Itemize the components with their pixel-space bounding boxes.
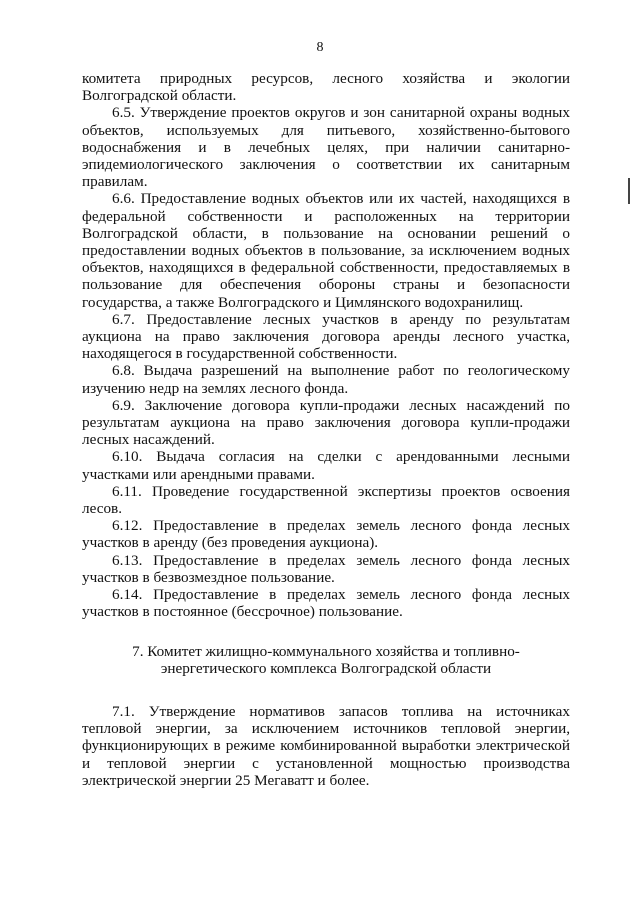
page-number: 8 [316,40,324,55]
paragraph: 6.7. Предоставление лесных участков в аренду по результатам аукциона на право заключения договора аренды лесного участка, находящегося в государственной собственности. [82,310,570,363]
paragraph: 6.5. Утверждение проектов округов и зон санитарной охраны водных объектов, используемых для питьевого, хозяйственно-бытового водоснабжения и в лечебных целях, при наличии санитарно-эпидемиологического заключения о соответствии их санитарным правилам. [82,104,570,191]
paragraph: 6.12. Предоставление в пределах земель лесного фонда лесных участков в аренду (без проведения аукциона). [82,517,570,552]
paragraph: комитета природных ресурсов, лесного хозяйства и экологии Волгоградской области. [82,70,570,105]
paragraph: 6.14. Предоставление в пределах земель лесного фонда лесных участков в постоянное (бессрочное) пользование. [82,586,570,621]
paragraph: 6.9. Заключение договора купли-продажи лесных насаждений по результатам аукциона на право заключения договора купли-продажи лесных насаждений. [82,396,570,449]
paragraph-list-section-6 [82,70,570,621]
paragraph: 6.11. Проведение государственной экспертизы проектов освоения лесов. [82,482,570,518]
paragraph: 6.6. Предоставление водных объектов или их частей, находящихся в федеральной собственности и расположенных на территории Волгоградской области, в пользование на основании решений о предоставлении водных объектов в пользование, за исключением водных объектов, находящихся в федеральной собственности, предоставляемых в пользование для обеспечения обороны страны и безопасности государства, а также Волгоградского и Цимлянского водохранилищ. [82,190,570,311]
margin-mark [628,178,630,204]
paragraph: 6.13. Предоставление в пределах земель лесного фонда лесных участков в безвозмездное пользование. [82,551,570,586]
section-heading: 7. Комитет жилищно-коммунального хозяйства и топливно-энергетического комплекса Волгоградской области [132,642,520,677]
document-body [82,70,570,789]
paragraph: 6.8. Выдача разрешений на выполнение работ по геологическому изучению недр на землях лесного фонда. [82,362,570,397]
paragraph: 6.10. Выдача согласия на сделки с арендованными лесными участками или арендными правами. [82,448,570,483]
paragraph: 7.1. Утверждение нормативов запасов топлива на источниках тепловой энергии, за исключением источников тепловой энергии, функционирующих в режиме комбинированной выработки электрической и тепловой энергии с установленной мощностью производства электрической энергии 25 Мегаватт и более. [82,702,570,789]
paragraph-list-section-7 [82,703,570,789]
